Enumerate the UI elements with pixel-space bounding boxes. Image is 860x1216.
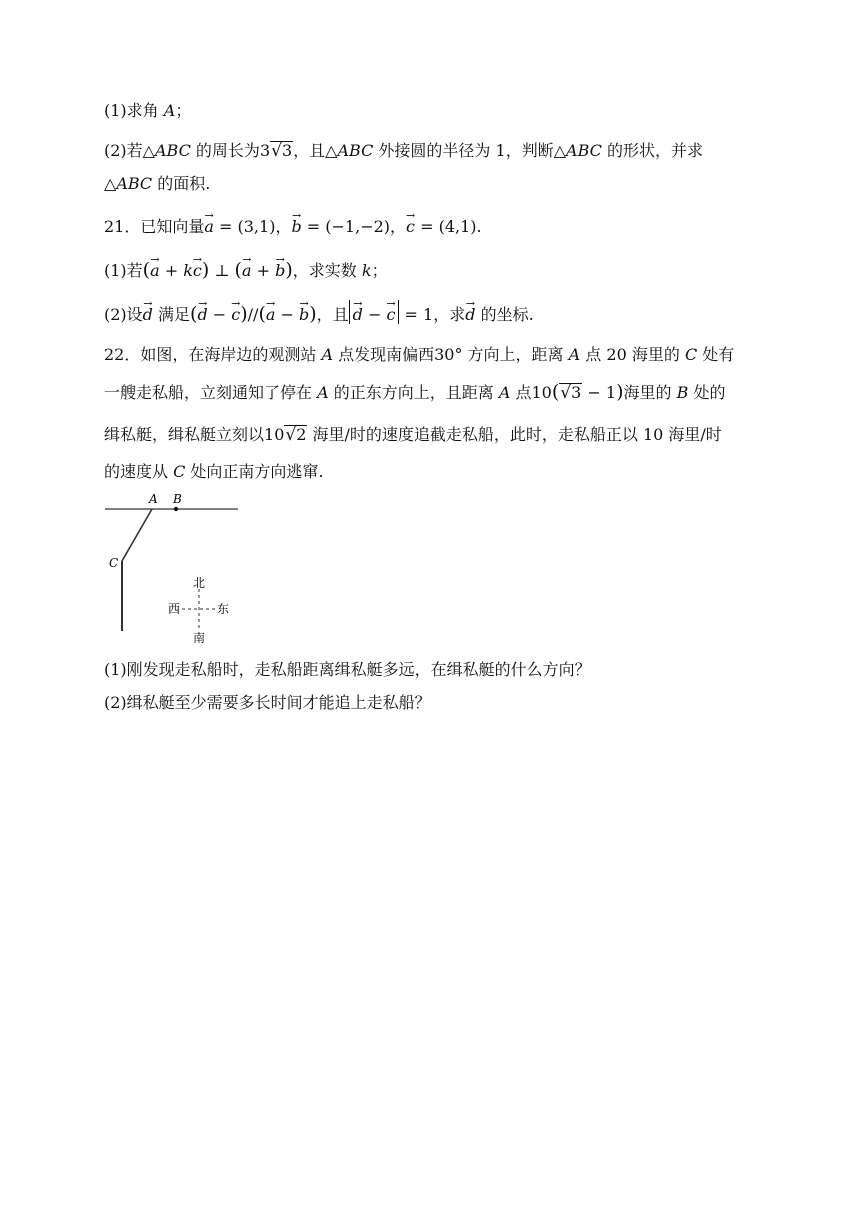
q22-part2: (2)缉私艇至少需要多长时间才能追上走私船？ [104,693,431,712]
compass-west: 西 [168,602,181,616]
q22-stem-line4: 的速度从 C 处向正南方向逃窜. [104,462,324,481]
q22-stem-line3: 缉私艇，缉私艇立刻以10√2 海里/时的速度追截走私船，此时，走私船正以 10 海里/时 [104,425,722,445]
q21-stem: 21．已知向量→ a = (3,1)，→ b = (−1,−2)，→ c = (4,1). [104,212,482,238]
q20-part2-cont: △ABC 的面积. [104,174,211,193]
label-b: B [173,492,182,506]
q21-part2: (2)设→ d 满足(→ d − → c)//(→ a − → b)，且→ d − → c = 1，求→ d 的坐标. [104,300,534,326]
segment-ac [122,509,152,561]
compass-east: 东 [217,602,230,616]
q22-stem-line2: 一艘走私船，立刻通知了停在 A 的正东方向上，且距离 A 点10(√3 − 1)海里的 B 处的 [104,381,726,403]
perimeter-expression: 3√3 [259,141,293,161]
q21-part1: (1)若(→ a + k→ c) ⊥ (→ a + → b)，求实数 k； [104,256,388,282]
q20-part2: (2)若△ABC 的周长为3√3，且△ABC 外接圆的半径为 1，判断△ABC 的形状，并求 [104,141,703,161]
compass-north: 北 [193,576,206,590]
vector-a: → a [204,212,214,238]
q22-part1: (1)刚发现走私船时，走私船距离缉私艇多远，在缉私艇的什么方向？ [104,660,591,679]
label-a: A [149,492,158,506]
point-b [174,507,178,511]
label-c: C [109,556,119,570]
q20-part1: (1)求角 A； [104,101,192,120]
vector-c: → c [406,212,415,238]
vector-b: → b [291,212,301,238]
q22-stem-line1: 22．如图，在海岸边的观测站 A 点发现南偏西30° 方向上，距离 A 点 20 海里的 C 处有 [104,345,735,364]
compass-south: 南 [193,631,206,645]
coast-figure [100,486,250,646]
